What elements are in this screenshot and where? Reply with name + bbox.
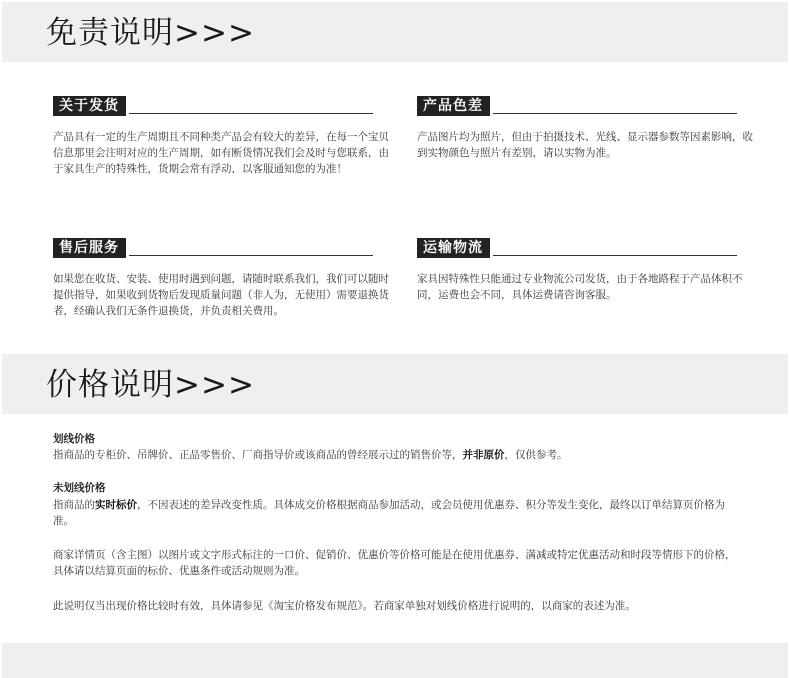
section-label-shipping: 关于发货 bbox=[53, 96, 126, 116]
section-divider bbox=[129, 255, 373, 256]
crossed-price-heading: 划线价格 bbox=[53, 433, 95, 445]
uncrossed-price-text-bold: 实时标价 bbox=[95, 499, 137, 511]
section-header-color-diff bbox=[417, 96, 737, 116]
section-label-color-diff: 产品色差 bbox=[417, 96, 490, 116]
section-header-logistics bbox=[417, 238, 737, 258]
uncrossed-price-text-a: 指商品的 bbox=[53, 499, 95, 511]
crossed-price-text bbox=[53, 447, 753, 463]
section-text-shipping: 产品具有一定的生产周期且不同种类产品会有较大的差异，在每一个宝贝信息那里会注明对应的生产周期，如有断货情况我们会及时与您联系，由于家具生产的特殊性，货期会常有浮动，以客服通知您的为准！ bbox=[53, 131, 389, 175]
crossed-price-text-a: 指商品的专柜价、吊牌价、正品零售价、厂商指导价或该商品的曾经展示过的销售价等， bbox=[53, 449, 463, 461]
disclaimer-header-band bbox=[2, 2, 788, 62]
detail-price-text: 商家详情页（含主图）以图片或文字形式标注的一口价、促销价、优惠价等价格可能是在使用优惠券、满减或特定优惠活动和时段等情形下的价格，具体请以结算页面的标价、优惠条件或活动规则为准。 bbox=[53, 549, 736, 577]
pricing-note-text: 此说明仅当出现价格比较时有效，具体请参见《淘宝价格发布规范》。若商家单独对划线价格进行说明的，以商家的表述为准。 bbox=[53, 600, 636, 612]
uncrossed-price-heading: 未划线价格 bbox=[53, 482, 106, 494]
section-text-color-diff: 产品图片均为照片，但由于拍摄技术、光线、显示器参数等因素影响，收到实物颜色与照片有差别，请以实物为准。 bbox=[417, 131, 753, 159]
section-label-logistics: 运输物流 bbox=[417, 238, 490, 258]
pricing-title: 价格说明>>> bbox=[46, 367, 255, 403]
uncrossed-price-text bbox=[53, 497, 745, 529]
pricing-header-band bbox=[2, 354, 788, 414]
uncrossed-price-text-b: ，不因表述的差异改变性质。具体成交价格根据商品参加活动，或会员使用优惠券、积分等发生变化，最终以订单结算页价格为准。 bbox=[53, 499, 725, 527]
section-divider bbox=[493, 113, 737, 114]
crossed-price-text-b: ，仅供参考。 bbox=[504, 449, 568, 461]
section-divider bbox=[129, 113, 373, 114]
section-text-logistics: 家具因特殊性只能通过专业物流公司发货，由于各地路程于产品体积不同，运费也会不同，具体运费请咨询客服。 bbox=[417, 273, 743, 301]
disclaimer-title: 免责说明>>> bbox=[46, 15, 255, 51]
section-header-after-sales bbox=[53, 238, 373, 258]
section-divider bbox=[493, 255, 737, 256]
crossed-price-text-bold: 并非原价 bbox=[462, 449, 505, 461]
section-header-shipping bbox=[53, 96, 373, 116]
section-text-after-sales: 如果您在收货、安装、使用时遇到问题，请随时联系我们，我们可以随时提供指导，如果收到货物后发现质量问题（非人为，无使用）需要退换货者，经确认我们无条件退换货，并负责相关费用。 bbox=[53, 273, 389, 317]
footer-band bbox=[2, 643, 788, 678]
section-label-after-sales: 售后服务 bbox=[53, 238, 126, 258]
